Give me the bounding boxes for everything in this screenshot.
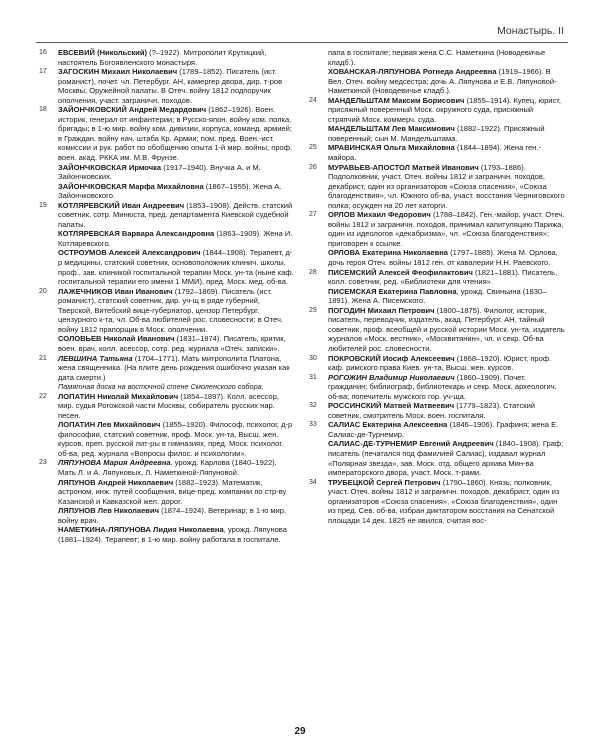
entry-text: (1846–1906). Графиня; жена Е. Салиас-де-Турнемир. <box>328 420 559 439</box>
burial-entry <box>38 458 295 477</box>
person-name: МУРАВЬЕВ-АПОСТОЛ Матвей Иванович <box>328 162 479 172</box>
burial-entry <box>38 201 295 230</box>
person-name: ОРЛОВА Екатерина Николаевна <box>328 248 448 258</box>
entry-number: 17 <box>39 68 47 76</box>
person-name: ПОГОДИН Михаил Петрович <box>328 305 435 315</box>
entry-text: (1860–1909). Почет. гражданин; библиограф, библиотекарь и секр. Моск. археологич. об-ва; попечитель мужского гор. уч-ща. <box>328 372 557 401</box>
entry-text: (1831–1874). Писатель, критик, воен. врач, колл. асессор, сотр. ред. журнала «Отеч. записки». <box>58 334 286 353</box>
person-name: САЛИАС-ДЕ-ТУРНЕМИР Евгений Андреевич <box>328 439 494 449</box>
entry-number: 20 <box>39 287 47 295</box>
burial-entry <box>308 163 565 211</box>
burial-entry <box>38 525 295 544</box>
plaque-note: Памятная доска на восточной стене Смоленского собора. <box>58 382 264 392</box>
entry-text: (1704–1771). Мать митрополита Платона, жена священника. (На плите день рождения ошибочно указан как дата смерти.) <box>58 353 290 382</box>
entry-text: (1779–1823). Статский советник, смотритель Моск. воен. госпиталя. <box>328 401 536 420</box>
burial-entry <box>308 143 565 162</box>
entry-text: , урожд. Свиньина (1830–1891). Жена А. Писемского. <box>328 286 547 306</box>
person-name: НАМЕТКИНА-ЛЯПУНОВА Лидия Николаевна <box>58 525 224 535</box>
person-name: ЗАЙОНЧКОВСКАЯ Марфа Михайловна <box>58 181 204 191</box>
person-name: ЛАЖЕЧНИКОВ Иван Иванович <box>58 286 173 296</box>
burial-entry <box>38 229 295 248</box>
person-name: ОРЛОВ Михаил Федорович <box>328 210 431 220</box>
burial-entry <box>38 334 295 353</box>
burial-entry <box>308 420 565 439</box>
entry-text: (1844–1908). Терапевт, д-р медицины, статский советник, основоположник клинич. школы, проф., зав. клиникой госпитальной терапии Моск. ун-та (ныне каф. госпитальной терапии его имени 1 ММИ), пред. Моск. мед. об-ва. <box>58 248 294 287</box>
entry-number: 24 <box>309 96 317 104</box>
entry-number: 32 <box>309 402 317 410</box>
entry-text: пала в госпитале; первая жена С.С. Наметкина (Новодевичье кладб.). <box>328 48 546 67</box>
entry-text: (1821–1881). Писатель, колл. советник, ред. «Библиотеки для чтения». <box>328 267 558 287</box>
entry-text: (1790–1860). Князь; полковник, участ. Отеч. войны 1812 и заграничн. походов, декабрист, один из организаторов «Союза спасения», «Союза благоденствия», один из пред. Сев. об-ва, избран диктатором восстания на Сенатской площади 14 дек. 1825 не явился, считая вос- <box>328 477 560 525</box>
burial-entry <box>38 182 295 201</box>
page-number: 29 <box>294 726 306 737</box>
burial-entry <box>38 48 295 67</box>
entry-text: (1797–1885). Жена М. Орлова, дочь героя Отеч. войны 1812 ген. от кавалерии Н.Н. Раевского. <box>328 248 558 268</box>
burial-entry <box>38 354 295 383</box>
burial-entry <box>308 67 565 96</box>
person-name: САЛИАС Екатерина Алексеевна <box>328 420 448 430</box>
burial-entry <box>308 48 565 67</box>
person-name: МАНДЕЛЬШТАМ Лев Максимович <box>328 124 455 134</box>
entry-number: 33 <box>309 421 317 429</box>
burial-entry <box>38 287 295 335</box>
person-name: ХОВАНСКАЯ-ЛЯПУНОВА Рогнеда Андреевна <box>328 67 497 77</box>
entry-text: (1840–1908). Граф; писатель (печатался под фамилией Салиас), издавал журнал «Полярная звезда», зав. Моск. отд. общего архива Мин-ва императорского двора, участ. Моск. т-рами. <box>328 439 564 478</box>
burial-entry <box>308 439 565 477</box>
entry-text: (1792–1869). Писатель (ист. романист), статский советник, дир. уч-щ в ряде губерний, Тверской, Витебский вице-губернатор, цензор Петербург. цензурного к-та, чл. Об-ва любителей рос. словесности; в Отеч. войну 1812 прапорщик в Моск. ополчении. <box>58 286 284 334</box>
entry-text: (1919–1966). В Вел. Отеч. войну медсестра; дочь А. Ляпунова и Е.В. Ляпуновой-Наметкиной (Новодевичье кладб.). <box>328 67 557 96</box>
burial-entry <box>308 306 565 354</box>
entry-text: (1882–1923). Математик, астроном, инж. путей сообщения, вице-пред. компании по стр-ву Казанской и Кавказской жел. дорог. <box>58 477 287 506</box>
person-name: МАНДЕЛЬШТАМ Максим Борисович <box>328 95 465 105</box>
burial-entry <box>38 105 295 162</box>
entry-number: 31 <box>309 373 317 381</box>
burial-entry <box>38 478 295 507</box>
entry-number: 23 <box>39 459 47 467</box>
entry-number: 30 <box>309 354 317 362</box>
burial-entry <box>38 392 295 421</box>
entry-number: 29 <box>309 306 317 314</box>
entry-text: (1855–1914). Купец, юрист, присяжный поверенный Моск. окружного суда, присяжный стряпчий Моск. коммерч. суда. <box>328 95 562 124</box>
header-title: Монастырь. II <box>497 25 564 37</box>
burial-entry <box>308 401 565 420</box>
burial-entry <box>308 96 565 125</box>
entry-number: 21 <box>39 354 47 362</box>
entry-text: (1882–1922). Присяжный поверенный; сын М. Мандельштама. <box>328 124 545 143</box>
burial-entry <box>38 163 295 182</box>
right-column <box>308 48 565 718</box>
entry-number: 18 <box>39 106 47 114</box>
person-name: ЗАГОСКИН Михаил Николаевич <box>58 67 178 77</box>
entry-number: 34 <box>309 478 317 486</box>
person-name: ЗАЙОНЧКОВСКИЙ Андрей Медардович <box>58 105 207 115</box>
burial-entry <box>308 268 565 287</box>
entry-text: (1789–1852). Писатель (ист. романист), почет. чл. Петербург. АН, камергер двора, дир. т-ров Москвы, Оружейной палаты. В Отеч. войну 1812 подпоручик ополчения, участ. заграничн. походов. <box>58 67 283 105</box>
entry-number: 25 <box>309 144 317 152</box>
entry-text: (1793–1886). Подполковник, участ. Отеч. войны 1812 и заграничн. походов, декабрист, один из организаторов «Союза спасения», «Союза благоденствия», чл. Южного об-ва, участ. восстания Черниговского полка; осужден на 20 лет каторги. <box>328 162 565 210</box>
entry-text: (1874–1924). Ветеринар; в 1-ю мир. войну врач. <box>58 506 287 525</box>
entry-text: (1844–1894). Жена ген.-майора. <box>328 143 541 163</box>
entry-number: 22 <box>39 392 47 400</box>
entry-text: , урожд. Карлова (1840–1922). Мать Л. и А. Ляпуновых, Л. Наметкиной-Ляпуновой. <box>58 458 277 478</box>
person-name: ЛОПАТИН Николай Михайлович <box>58 391 179 401</box>
entry-text: (?–1922). Митрополит Крутицкий, настоятель Богоявленского монастыря. <box>58 48 267 67</box>
person-name: МРАВИНСКАЯ Ольга Михайловна <box>328 143 455 153</box>
entry-text: (1788–1842). Ген.-майор, участ. Отеч. войны 1812 и заграничн. походов, принимал капитуляцию Парижа, один из идеологов «декабризма», чл. «Союза благоденствия»; приговорен к ссылке. <box>328 210 565 248</box>
entry-number: 26 <box>309 163 317 171</box>
burial-entry <box>308 124 565 143</box>
entry-number: 27 <box>309 211 317 219</box>
entry-text: (1855–1920). Философ, психолог, д-р философии, статский советник, проф. Моск. ун-та, Высш. жен. курсов, преп. русской лит-ры в гимназиях, пред. Моск. психолог. об-ва, ред. журнала «Вопросы филос. и психологии». <box>58 420 293 458</box>
person-name: ПОКРОВСКИЙ Иосиф Алексеевич <box>328 353 455 363</box>
burial-entry <box>38 248 295 286</box>
burial-entry <box>38 420 295 458</box>
burial-entry <box>308 373 565 402</box>
entry-number: 28 <box>309 268 317 276</box>
entry-text: (1917–1940). Внучка А. и М. Зайончковских. <box>58 162 261 182</box>
entry-text: (1867–1955). Жена А. Зайончковского. <box>58 181 282 201</box>
entry-text: (1862–1926). Воен. историк, генерал от инфантерии; в Русско-япон. войну ком. полка, бригады; в 1-ю мир. войну ком. дивизии, корпуса, команд. армией; в Граждан. войну нач. штаба Кр. Армии; пом. пред. Воен.-ист. комиссии и рук. работ по обобщению опыта 1-й мир. войны; проф. воен. акад. РККА им. М.В. Фрунзе. <box>58 105 293 163</box>
burial-entry <box>308 287 565 306</box>
person-name: ЛЯПУНОВА Мария Андреевна <box>58 458 171 468</box>
person-name: КОТЛЯРЕВСКИЙ Иван Андреевич <box>58 200 185 210</box>
person-name: ПИСЕМСКИЙ Алексей Феофилактович <box>328 267 473 277</box>
burial-entry <box>308 478 565 526</box>
person-name: ЕВСЕВИЙ (Никольский) <box>58 48 147 57</box>
person-name: ЛЯПУНОВ Андрей Николаевич <box>58 477 174 487</box>
person-name: РОГОЖИН Владимир Николаевич <box>328 372 455 382</box>
person-name: РОССИНСКИЙ Матвей Матвеевич <box>328 401 455 411</box>
person-name: СОЛОВЬЕВ Николай Иванович <box>58 334 175 344</box>
burial-entry <box>308 354 565 373</box>
person-name: ЛЯПУНОВ Лев Николаевич <box>58 506 159 516</box>
burial-entry <box>308 248 565 267</box>
person-name: ПИСЕМСКАЯ Екатерина Павловна <box>328 286 457 296</box>
person-name: ОСТРОУМОВ Алексей Александрович <box>58 248 201 258</box>
person-name: КОТЛЯРЕВСКАЯ Варвара Александровна <box>58 229 215 239</box>
person-name: ЛЕВШИНА Татьяна <box>58 353 133 363</box>
person-name: ЛОПАТИН Лев Михайлович <box>58 420 161 430</box>
entry-text: (1853–1908). Действ. статский советник, сотр. Минюста, пред. департамента Киевской судебной палаты. <box>58 200 293 229</box>
entry-text: , урожд. Ляпунова (1881–1924). Терапевт; в 1-ю мир. войну работала в госпитале. <box>58 525 287 544</box>
person-name: ЗАЙОНЧКОВСКАЯ Ирмочка <box>58 162 162 172</box>
entry-text: (1868–1920). Юрист, проф. каф. римского права Киев. ун-та, Высш. жен. курсов. <box>328 353 552 373</box>
entry-text: (1863–1909). Жена И. Котляревского. <box>58 229 293 248</box>
burial-entry <box>38 506 295 525</box>
running-header <box>36 22 568 43</box>
entry-text: (1854–1897). Колл. асессор, мир. судья Рогожской части Москвы, собиратель русских нар. песен. <box>58 391 279 420</box>
burial-entry <box>38 67 295 105</box>
person-name: ТРУБЕЦКОЙ Сергей Петрович <box>328 477 441 487</box>
left-column <box>38 48 295 718</box>
entry-number: 16 <box>39 49 47 56</box>
burial-entry <box>308 210 565 248</box>
entry-number: 19 <box>39 201 47 209</box>
entry-text: (1800–1875). Филолог, историк, писатель, переводчик, издатель, акад. Петербург. АН, тайный советник, проф. всеобщей и русской истории Моск. ун-та, издатель журналов «Моск. вестник», «Москвитянин», чл. и секр. Об-ва любителей рос. словесности. <box>328 305 565 353</box>
